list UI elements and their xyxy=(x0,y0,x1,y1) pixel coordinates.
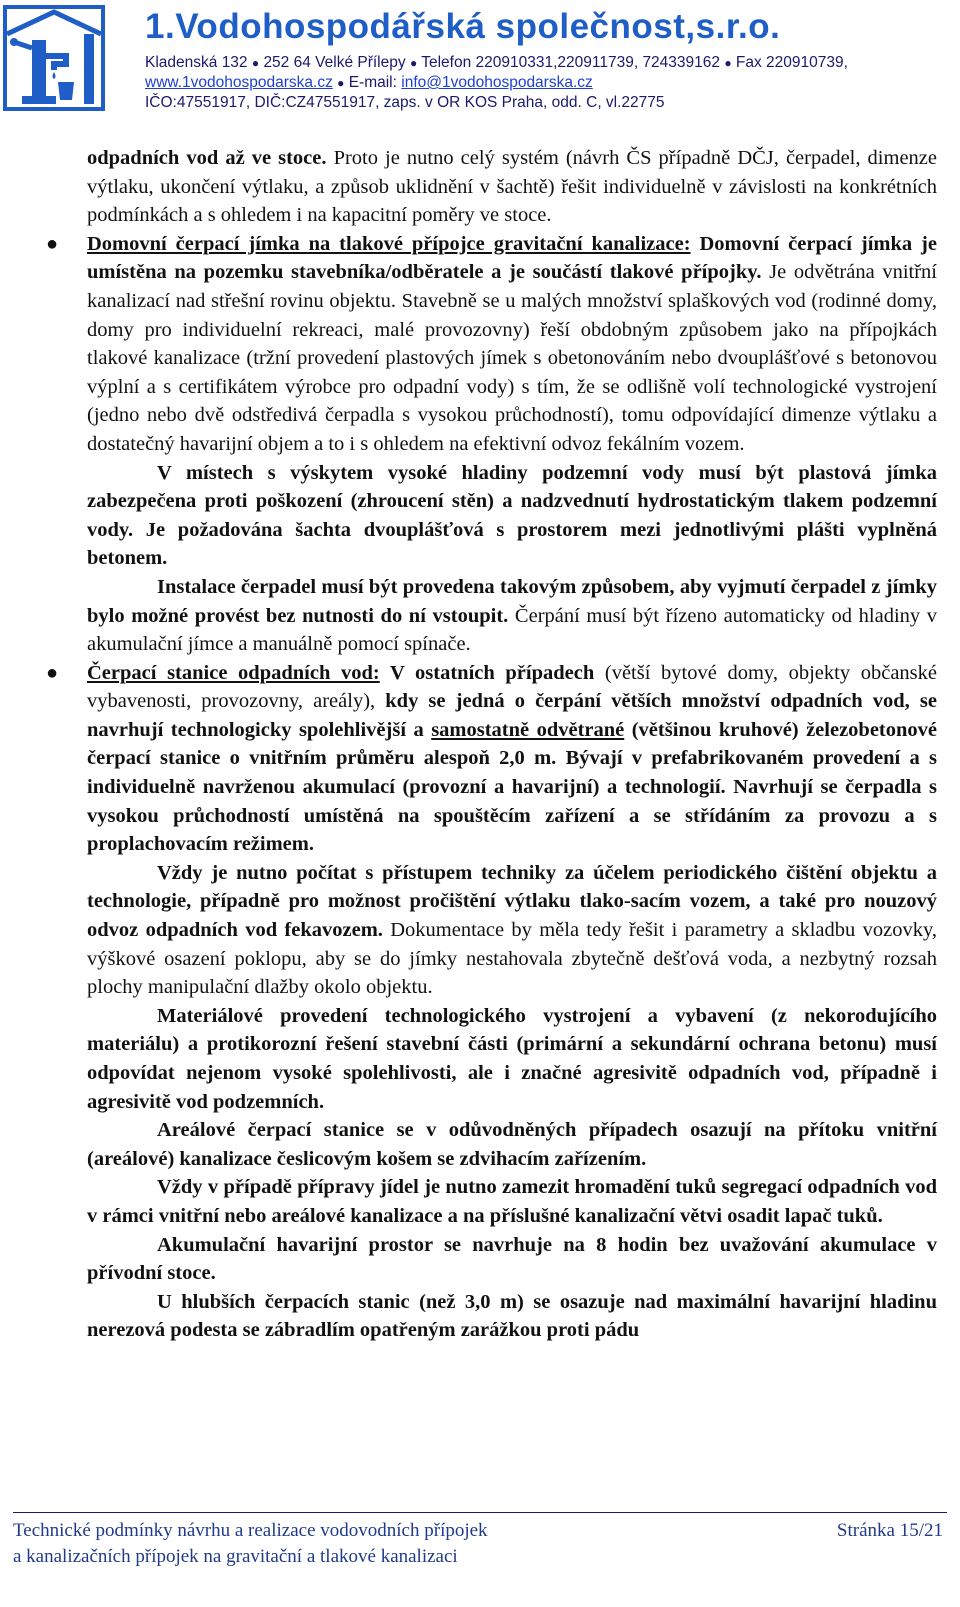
text: Je odvětrána vnitřní kanalizací nad střešní rovinu objektu. Stavebně se u malých množství splaškových vod (rodinné domy, domy pro individuelní rekreaci, malé provozovny) řeší obdobným způsobem jako na přípojkách tlakové kanalizace (tržní provedení plastových jímek s obetonováním nebo dvouplášťové s betonovou výplní a s certifikátem výrobce pro odpadní vody) s tím, že se odlišně volí technologické vystrojení (jedno nebo dvě odstředivá čerpadla s vysokou průchodností), tomu odpovídající dimenze výtlaku a dostatečný havarijní objem a to i s ohledem na efektivní odvoz fekálním vozem. xyxy=(87,261,937,455)
paragraph: V místech s výskytem vysoké hladiny podzemní vody musí být plastová jímka zabezpečena proti poškození (zhroucení stěn) a nadzvednutí hydrostatickým tlakem podzemní vody. Je požadována šachta dvouplášťová s prostorem mezi jednotlivými plášti vyplněná betonem. xyxy=(87,461,937,570)
fax: Fax 220910739, xyxy=(735,54,848,71)
header-address-line xyxy=(145,53,955,73)
bold-text: V ostatních případech xyxy=(379,661,595,684)
bold-text: (většinou kruhové) železobetonové čerpací stanice o vnitřním průměru alespoň 2,0 m. Bývají v prefabrikovaném provedení a s individuelně navrženou akumulací (provozní a havarijní) a technologií. Navrhují se čerpadla s vysokou průchodností umístěná na spouštěcím zařízení a se střídáním za provozu a s proplachovacím režimem. xyxy=(87,718,938,856)
list-item xyxy=(46,659,938,859)
text: Čerpání musí být řízeno automaticky od hladiny v akumulační jímce a manuálně pomocí spínače. xyxy=(87,604,938,656)
separator-dot-icon: ● xyxy=(724,56,732,70)
list-item-heading: Čerpací stanice odpadních vod: xyxy=(87,661,380,684)
address: Kladenská 132 xyxy=(145,54,248,71)
paragraph: U hlubších čerpacích stanic (než 3,0 m) se osazuje nad maximální havarijní hladinu nerezová podesta se zábradlím opatřeným zarážkou proti pádu xyxy=(87,1290,937,1342)
paragraph xyxy=(87,573,937,659)
underlined-text: samostatně odvětrané xyxy=(431,718,625,741)
separator-dot-icon: ● xyxy=(409,56,418,70)
bold-text: kdy se jedná o čerpání větších množství odpadních vod, se navrhují technologicky spolehlivější a xyxy=(87,690,937,741)
email-link[interactable]: info@1vodohospodarska.cz xyxy=(401,74,593,91)
header-registration-line: IČO:47551917, DIČ:CZ47551917, zaps. v OR KOS Praha, odd. C, vl.22775 xyxy=(145,94,665,111)
bold-text: Domovní čerpací jímka je umístěna na pozemku stavebníka/odběratele a je součástí tlakové přípojky. xyxy=(87,232,937,284)
list-item-heading: Domovní čerpací jímka na tlakové přípojce gravitační kanalizace: xyxy=(87,232,691,255)
paragraph: Areálové čerpací stanice se v odůvodněných případech osazují na přítoku vnitřní (areálové) kanalizace česlicovým košem se zdvihacím zařízením. xyxy=(87,1119,937,1170)
list-item xyxy=(46,230,937,459)
text: Dokumentace by měla tedy řešit i parametry a skladbu vozovky, výškové osazení poklopu, aby se do jímky nestahovala zbytečně dešťová voda, a nezbytný rozsah plochy manipulační dlažby okolo objektu. xyxy=(87,919,937,999)
footer-title-line: a kanalizačních přípojek na gravitační a tlakové kanalizaci xyxy=(13,1546,458,1567)
bold-text: Vždy je nutno počítat s přístupem techniky za účelem periodického čištění objektu a technologie, případně pro možnost pročištění výtlaku tlako-sacím vozem, a také pro nouzový odvoz odpadních vod fekavozem. xyxy=(87,861,937,942)
header-contact-line xyxy=(145,73,955,93)
document-body xyxy=(46,144,938,1345)
website-link[interactable]: www.1vodohospodarska.cz xyxy=(145,74,333,91)
paragraph: Materiálové provedení technologického vystrojení a vybavení (z nekorodujícího materiálu) a protikorozní řešení stavební části (primární a sekundární ochrana betonu) musí odpovídat nejenom vysoké spolehlivosti, ale i značné agresivitě odpadních vod, případně i agresivitě vod podzemních. xyxy=(87,1004,937,1113)
page-number: Stránka 15/21 xyxy=(836,1520,943,1541)
text: Proto je nutno celý systém (návrh ČS případně DČJ, čerpadel, dimenze výtlaku, ukončení výtlaku, a způsob uklidnění v šachtě) řešit individuelně v závislosti na konkrétních podmínkách a s ohledem i na kapacitní poměry ve stoce. xyxy=(87,147,937,227)
separator-dot-icon: ● xyxy=(251,56,260,70)
footer-divider xyxy=(13,1512,947,1513)
bullet-icon: ● xyxy=(46,232,59,255)
bullet-icon: ● xyxy=(46,661,59,684)
paragraph: Akumulační havarijní prostor se navrhuje na 8 hodin bez uvažování akumulace v přívodní stoce. xyxy=(87,1233,937,1285)
email-label: E-mail: xyxy=(348,74,397,91)
letterhead xyxy=(0,0,960,118)
text: (větší bytové domy, objekty občanské vybavenosti, provozovny, areály), xyxy=(87,661,937,713)
phone: Telefon 220910331,220911739, 724339162 xyxy=(421,54,721,71)
paragraph xyxy=(87,859,937,1002)
paragraph: Vždy v případě přípravy jídel je nutno zamezit hromadění tuků segregací odpadních vod v rámci vnitřní nebo areálové kanalizace a na příslušné kanalizační větvi osadit lapač tuků. xyxy=(87,1176,937,1227)
city: 252 64 Velké Přílepy xyxy=(263,54,406,71)
footer-title-line: Technické podmínky návrhu a realizace vodovodních přípojek xyxy=(13,1520,488,1541)
separator-dot-icon: ● xyxy=(337,76,345,90)
bold-text: Instalace čerpadel musí být provedena takovým způsobem, aby vyjmutí čerpadel z jímky bylo možné provést bez nutnosti do ní vstoupit. xyxy=(87,575,937,627)
water-pump-logo-icon xyxy=(2,4,106,112)
paragraph xyxy=(87,144,937,230)
bold-text: odpadních vod až ve stoce. xyxy=(87,147,327,169)
company-name: 1.Vodohospodářská společnost,s.r.o. xyxy=(145,7,781,46)
